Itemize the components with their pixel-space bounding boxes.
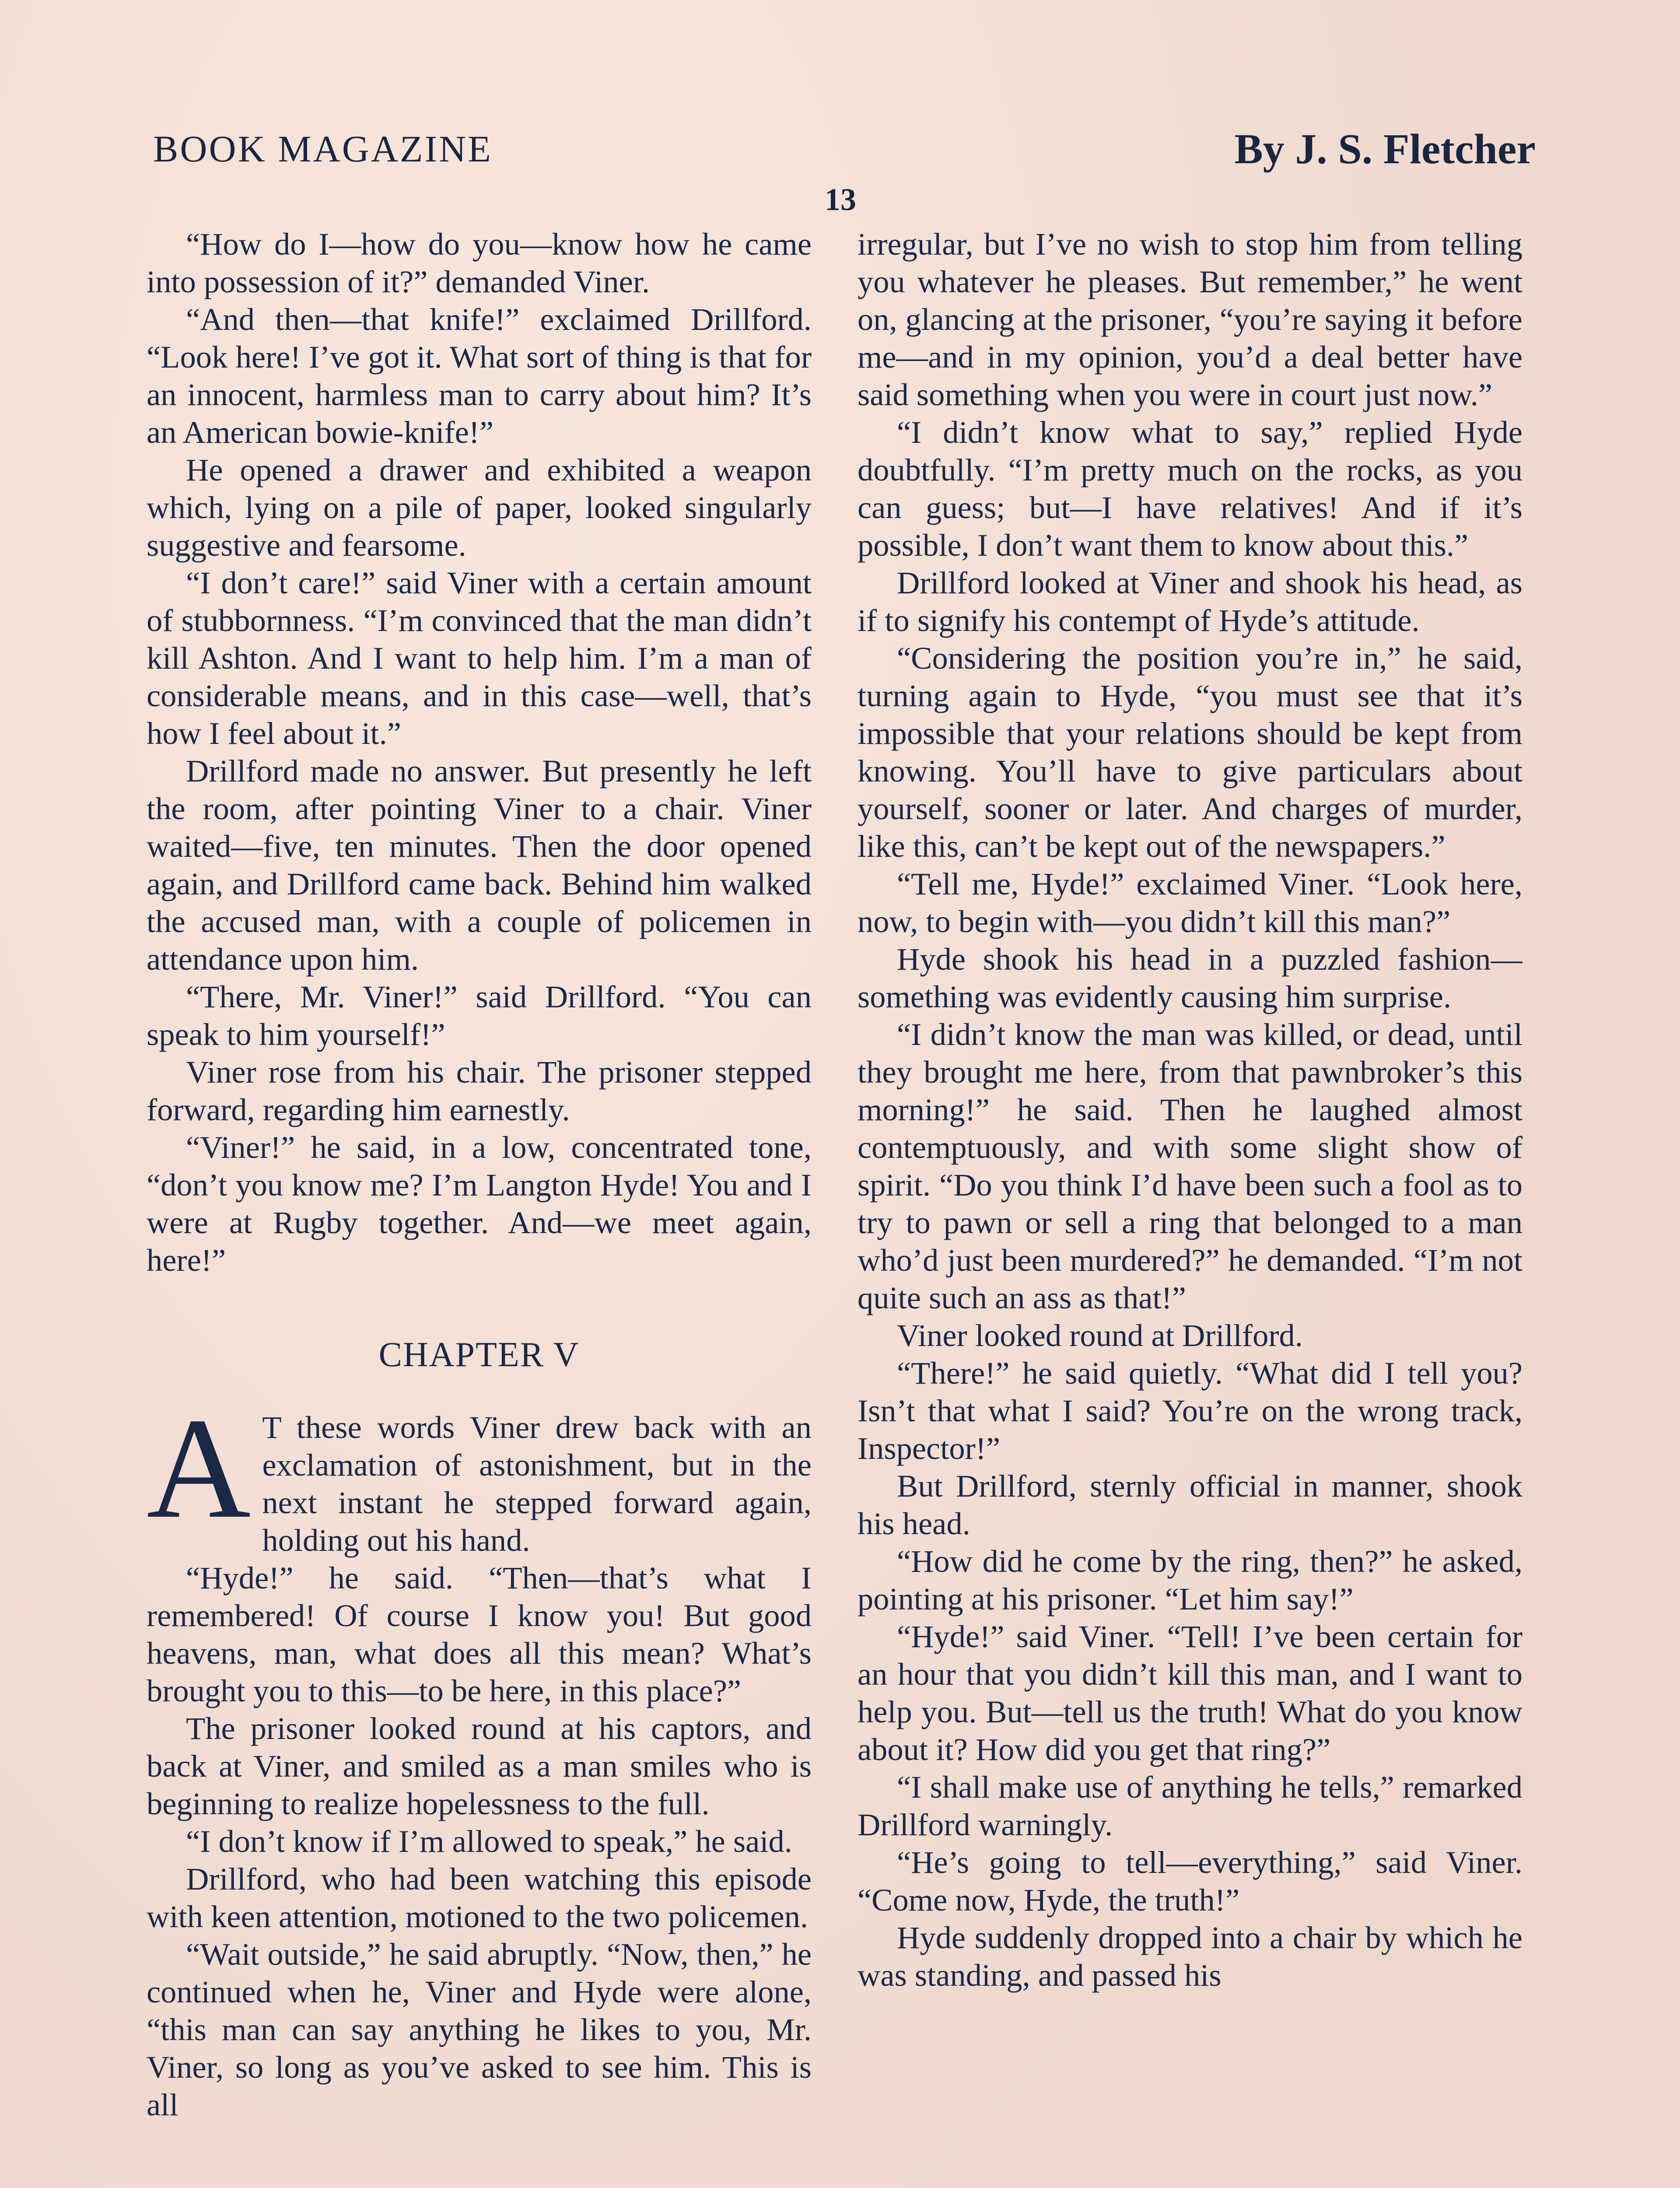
paragraph: Drillford made no answer. But presently he left the room, after pointing Viner to a chair. Viner waited—five, ten minutes. Then the door opened again, and Drillford came back. Behind him walked the accused man, with a couple of policemen in attendance upon him. (147, 753, 812, 977)
left-column (147, 225, 812, 2188)
paragraph: But Drillford, sternly official in manner, shook his head. (858, 1468, 1522, 1541)
paragraph: Hyde suddenly dropped into a chair by which he was standing, and passed his (858, 1920, 1522, 1993)
left-column-paragraphs-after (147, 1559, 812, 2124)
paragraph: “I don’t care!” said Viner with a certain amount of stubbornness. “I’m convinced that the man didn’t kill Ashton. And I want to help him. I’m a man of considerable means, and in this case—well, that’s how I feel about it.” (147, 565, 812, 751)
paragraph: He opened a drawer and exhibited a weapon which, lying on a pile of paper, looked singularly suggestive and fearsome. (147, 452, 812, 563)
page-number: 13 (825, 182, 856, 217)
paragraph: Viner rose from his chair. The prisoner stepped forward, regarding him earnestly. (147, 1054, 812, 1127)
paragraph: “How do I—how do you—know how he came into possession of it?” demanded Viner. (147, 226, 812, 299)
paragraph: “Viner!” he said, in a low, concentrated tone, “don’t you know me? I’m Langton Hyde! You and I were at Rugby together. And—we meet again, here!” (147, 1129, 812, 1278)
chapter-opening-text: T these words Viner drew back with an exclamation of astonishment, but in the next instant he stepped forward again, holding out his hand. (262, 1410, 812, 1558)
paragraph: “Considering the position you’re in,” he said, turning again to Hyde, “you must see that it’s impossible that your relations should be kept from knowing. You’ll have to give particulars about yourself, sooner or later. And charges of murder, like this, can’t be kept out of the newspapers.” (858, 640, 1522, 864)
paragraph: “Tell me, Hyde!” exclaimed Viner. “Look here, now, to begin with—you didn’t kill this man?” (858, 866, 1522, 939)
paragraph: irregular, but I’ve no wish to stop him from telling you whatever he pleases. But remember,” he went on, glancing at the prisoner, “you’re saying it before me—and in my opinion, you’d a deal better have said something when you were in court just now.” (858, 226, 1522, 412)
paragraph: Hyde shook his head in a puzzled fashion—something was evidently causing him surprise. (858, 941, 1522, 1014)
drop-cap: A (147, 1389, 251, 1548)
paragraph: “Wait outside,” he said abruptly. “Now, then,” he continued when he, Viner and Hyde were alone, “this man can say anything he likes to you, Mr. Viner, so long as you’ve asked to see him. This is all (147, 1936, 812, 2122)
paragraph: “I didn’t know what to say,” replied Hyde doubtfully. “I’m pretty much on the rocks, as you can guess; but—I have relatives! And if it’s possible, I don’t want them to know about this.” (858, 414, 1522, 563)
paragraph: “There!” he said quietly. “What did I tell you? Isn’t that what I said? You’re on the wrong track, Inspector!” (858, 1355, 1522, 1466)
paragraph: “Hyde!” he said. “Then—that’s what I remembered! Of course I know you! But good heavens, man, what does all this mean? What’s brought you to this—to be here, in this place?” (147, 1560, 812, 1708)
publication-title: BOOK MAGAZINE (153, 128, 493, 170)
paragraph: Drillford, who had been watching this episode with keen attention, motioned to the two policemen. (147, 1861, 812, 1934)
paragraph: Viner looked round at Drillford. (897, 1318, 1303, 1353)
chapter-heading: CHAPTER V (378, 1336, 580, 1374)
right-column (858, 225, 1522, 2188)
paragraph: “And then—that knife!” exclaimed Drillford. “Look here! I’ve got it. What sort of thing is that for an innocent, harmless man to carry about him? It’s an American bowie-knife!” (147, 302, 812, 450)
paragraph: “I didn’t know the man was killed, or dead, until they brought me here, from that pawnbroker’s this morning!” he said. Then he laughed almost contemptuously, and with some slight show of spirit. “Do you think I’d have been such a fool as to try to pawn or sell a ring that belonged to a man who’d just been murdered?” he demanded. “I’m not quite such an ass as that!” (858, 1017, 1522, 1315)
left-column-paragraphs (147, 225, 812, 1279)
paragraph: “How did he come by the ring, then?” he asked, pointing at his prisoner. “Let him say!” (858, 1543, 1522, 1616)
paragraph: “I shall make use of anything he tells,” remarked Drillford warningly. (858, 1769, 1522, 1842)
paragraph: Drillford looked at Viner and shook his head, as if to signify his contempt of Hyde’s attitude. (858, 565, 1522, 638)
right-column-paragraphs (858, 225, 1522, 1994)
paragraph: The prisoner looked round at his captors, and back at Viner, and smiled as a man smiles who is beginning to realize hopelessness to the full. (147, 1711, 812, 1821)
chapter-opening-paragraph (147, 1389, 812, 1559)
paragraph: “He’s going to tell—everything,” said Viner. “Come now, Hyde, the truth!” (858, 1844, 1522, 1918)
paragraph: “I don’t know if I’m allowed to speak,” he said. (186, 1823, 792, 1859)
author-byline: By J. S. Fletcher (1234, 126, 1536, 173)
paragraph: “There, Mr. Viner!” said Drillford. “You can speak to him yourself!” (147, 979, 812, 1052)
paragraph: “Hyde!” said Viner. “Tell! I’ve been certain for an hour that you didn’t kill this man, and I want to help you. But—tell us the truth! What do you know about it? How did you get that ring?” (858, 1619, 1522, 1767)
